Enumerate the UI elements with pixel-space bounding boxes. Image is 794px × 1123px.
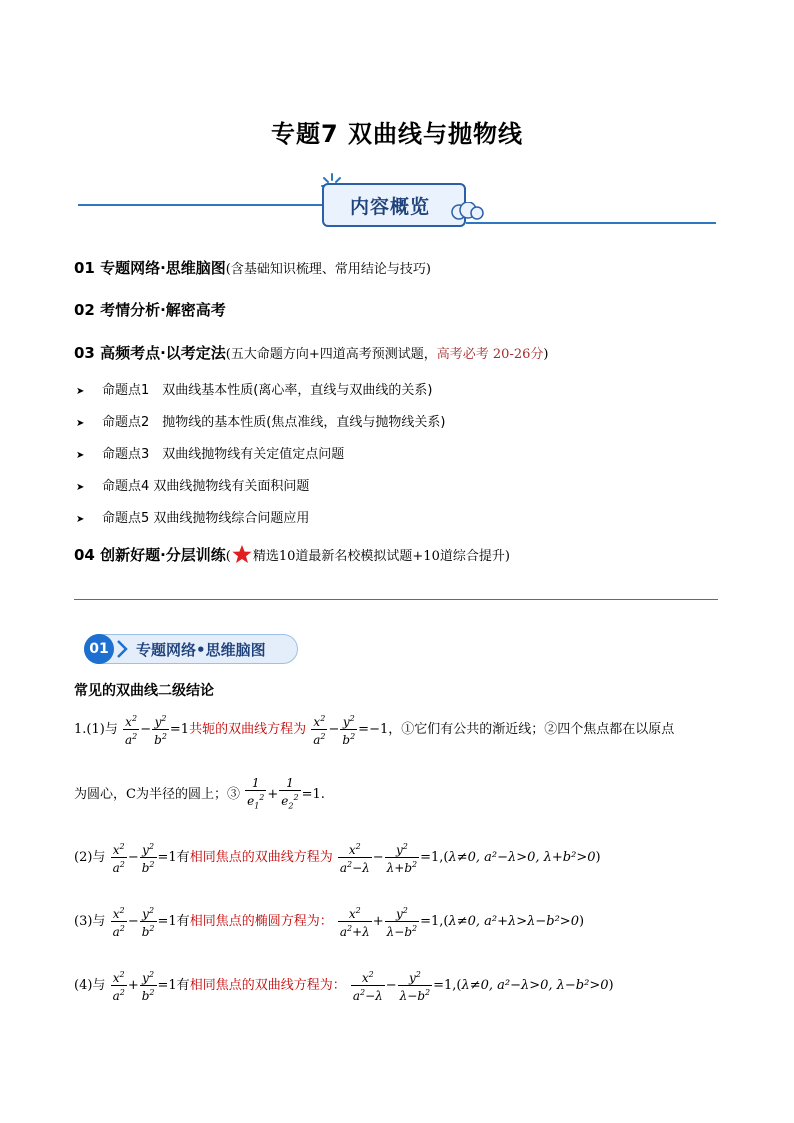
section-03: 03 高频考点·以考定法(五大命题方向+四道高考预测试题，高考必考 20-26分) [74, 344, 549, 362]
item-1: 1.(1)与 $\frac{x^2}{a^2}$ − $\frac{y^2}{b^2}$ =1共轭的双曲线方程为 $\frac{x^2}{a^2}$ − $\frac{y^2}{b^2}$ =−1，①它们有公共的渐近线；②四个焦点都在以原点 [74, 714, 675, 747]
arrow-bullet-icon: ➤ [76, 450, 85, 461]
arrow-bullet-icon: ➤ [76, 386, 85, 397]
item-1-line-2: 为圆心，C为半径的圆上；③ $\frac{1}{e_1^2}$ + $\frac{1}{e_2^2}$ =1. [74, 776, 325, 811]
topic-item: ➤ 命题点2 抛物线的基本性质(焦点准线，直线与抛物线关系) [76, 415, 446, 430]
arrow-bullet-icon: ➤ [76, 514, 85, 525]
item-4: (4)与 $\frac{x^2}{a^2}$ + $\frac{y^2}{b^2}$ =1有相同焦点的双曲线方程为： $\frac{x^2}{a^2-\lambda}$ − $\frac{y^2}{\lambda-b^2}$ =1,(λ≠0, a²−λ>0, λ−b²>0) [74, 970, 614, 1003]
topic-item: ➤ 命题点4 双曲线抛物线有关面积问题 [76, 479, 310, 494]
mindmap-label: 专题网络•思维脑图 [136, 641, 266, 659]
section-02: 02 考情分析·解密高考 [74, 301, 226, 319]
chef-hat-icon [450, 202, 484, 222]
section-04: 04 创新好题·分层训练( 精选10道最新名校模拟试题+10道综合提升) [74, 546, 510, 564]
arrow-bullet-icon: ➤ [76, 418, 85, 429]
topic-item: ➤ 命题点1 双曲线基本性质(离心率，直线与双曲线的关系) [76, 383, 433, 398]
chevron-right-icon [114, 638, 132, 660]
topic-item: ➤ 命题点5 双曲线抛物线综合问题应用 [76, 511, 310, 526]
topic-item: ➤ 命题点3 双曲线抛物线有关定值定点问题 [76, 447, 345, 462]
page-title: 专题7 双曲线与抛物线 [270, 120, 524, 148]
section-01: 01 专题网络·思维脑图(含基础知识梳理、常用结论与技巧) [74, 259, 431, 277]
overview-rule-right [466, 222, 716, 224]
mindmap-number: 01 [84, 634, 114, 664]
conclusions-heading: 常见的双曲线二级结论 [74, 683, 214, 699]
arrow-bullet-icon: ➤ [76, 482, 85, 493]
overview-badge: 内容概览 [350, 196, 431, 218]
item-3: (3)与 $\frac{x^2}{a^2}$ − $\frac{y^2}{b^2}$ =1有相同焦点的椭圆方程为： $\frac{x^2}{a^2+\lambda}$ + $\frac{y^2}{\lambda-b^2}$ =1,(λ≠0, a²+λ>λ−b²>0) [74, 906, 585, 939]
item-2: (2)与 $\frac{x^2}{a^2}$ − $\frac{y^2}{b^2}$ =1有相同焦点的双曲线方程为 $\frac{x^2}{a^2-\lambda}$ − $\frac{y^2}{\lambda+b^2}$ =1,(λ≠0, a²−λ>0, λ+b²>0) [74, 842, 601, 875]
overview-rule-left [78, 204, 322, 206]
star-icon [231, 544, 253, 564]
section-divider [74, 599, 718, 600]
